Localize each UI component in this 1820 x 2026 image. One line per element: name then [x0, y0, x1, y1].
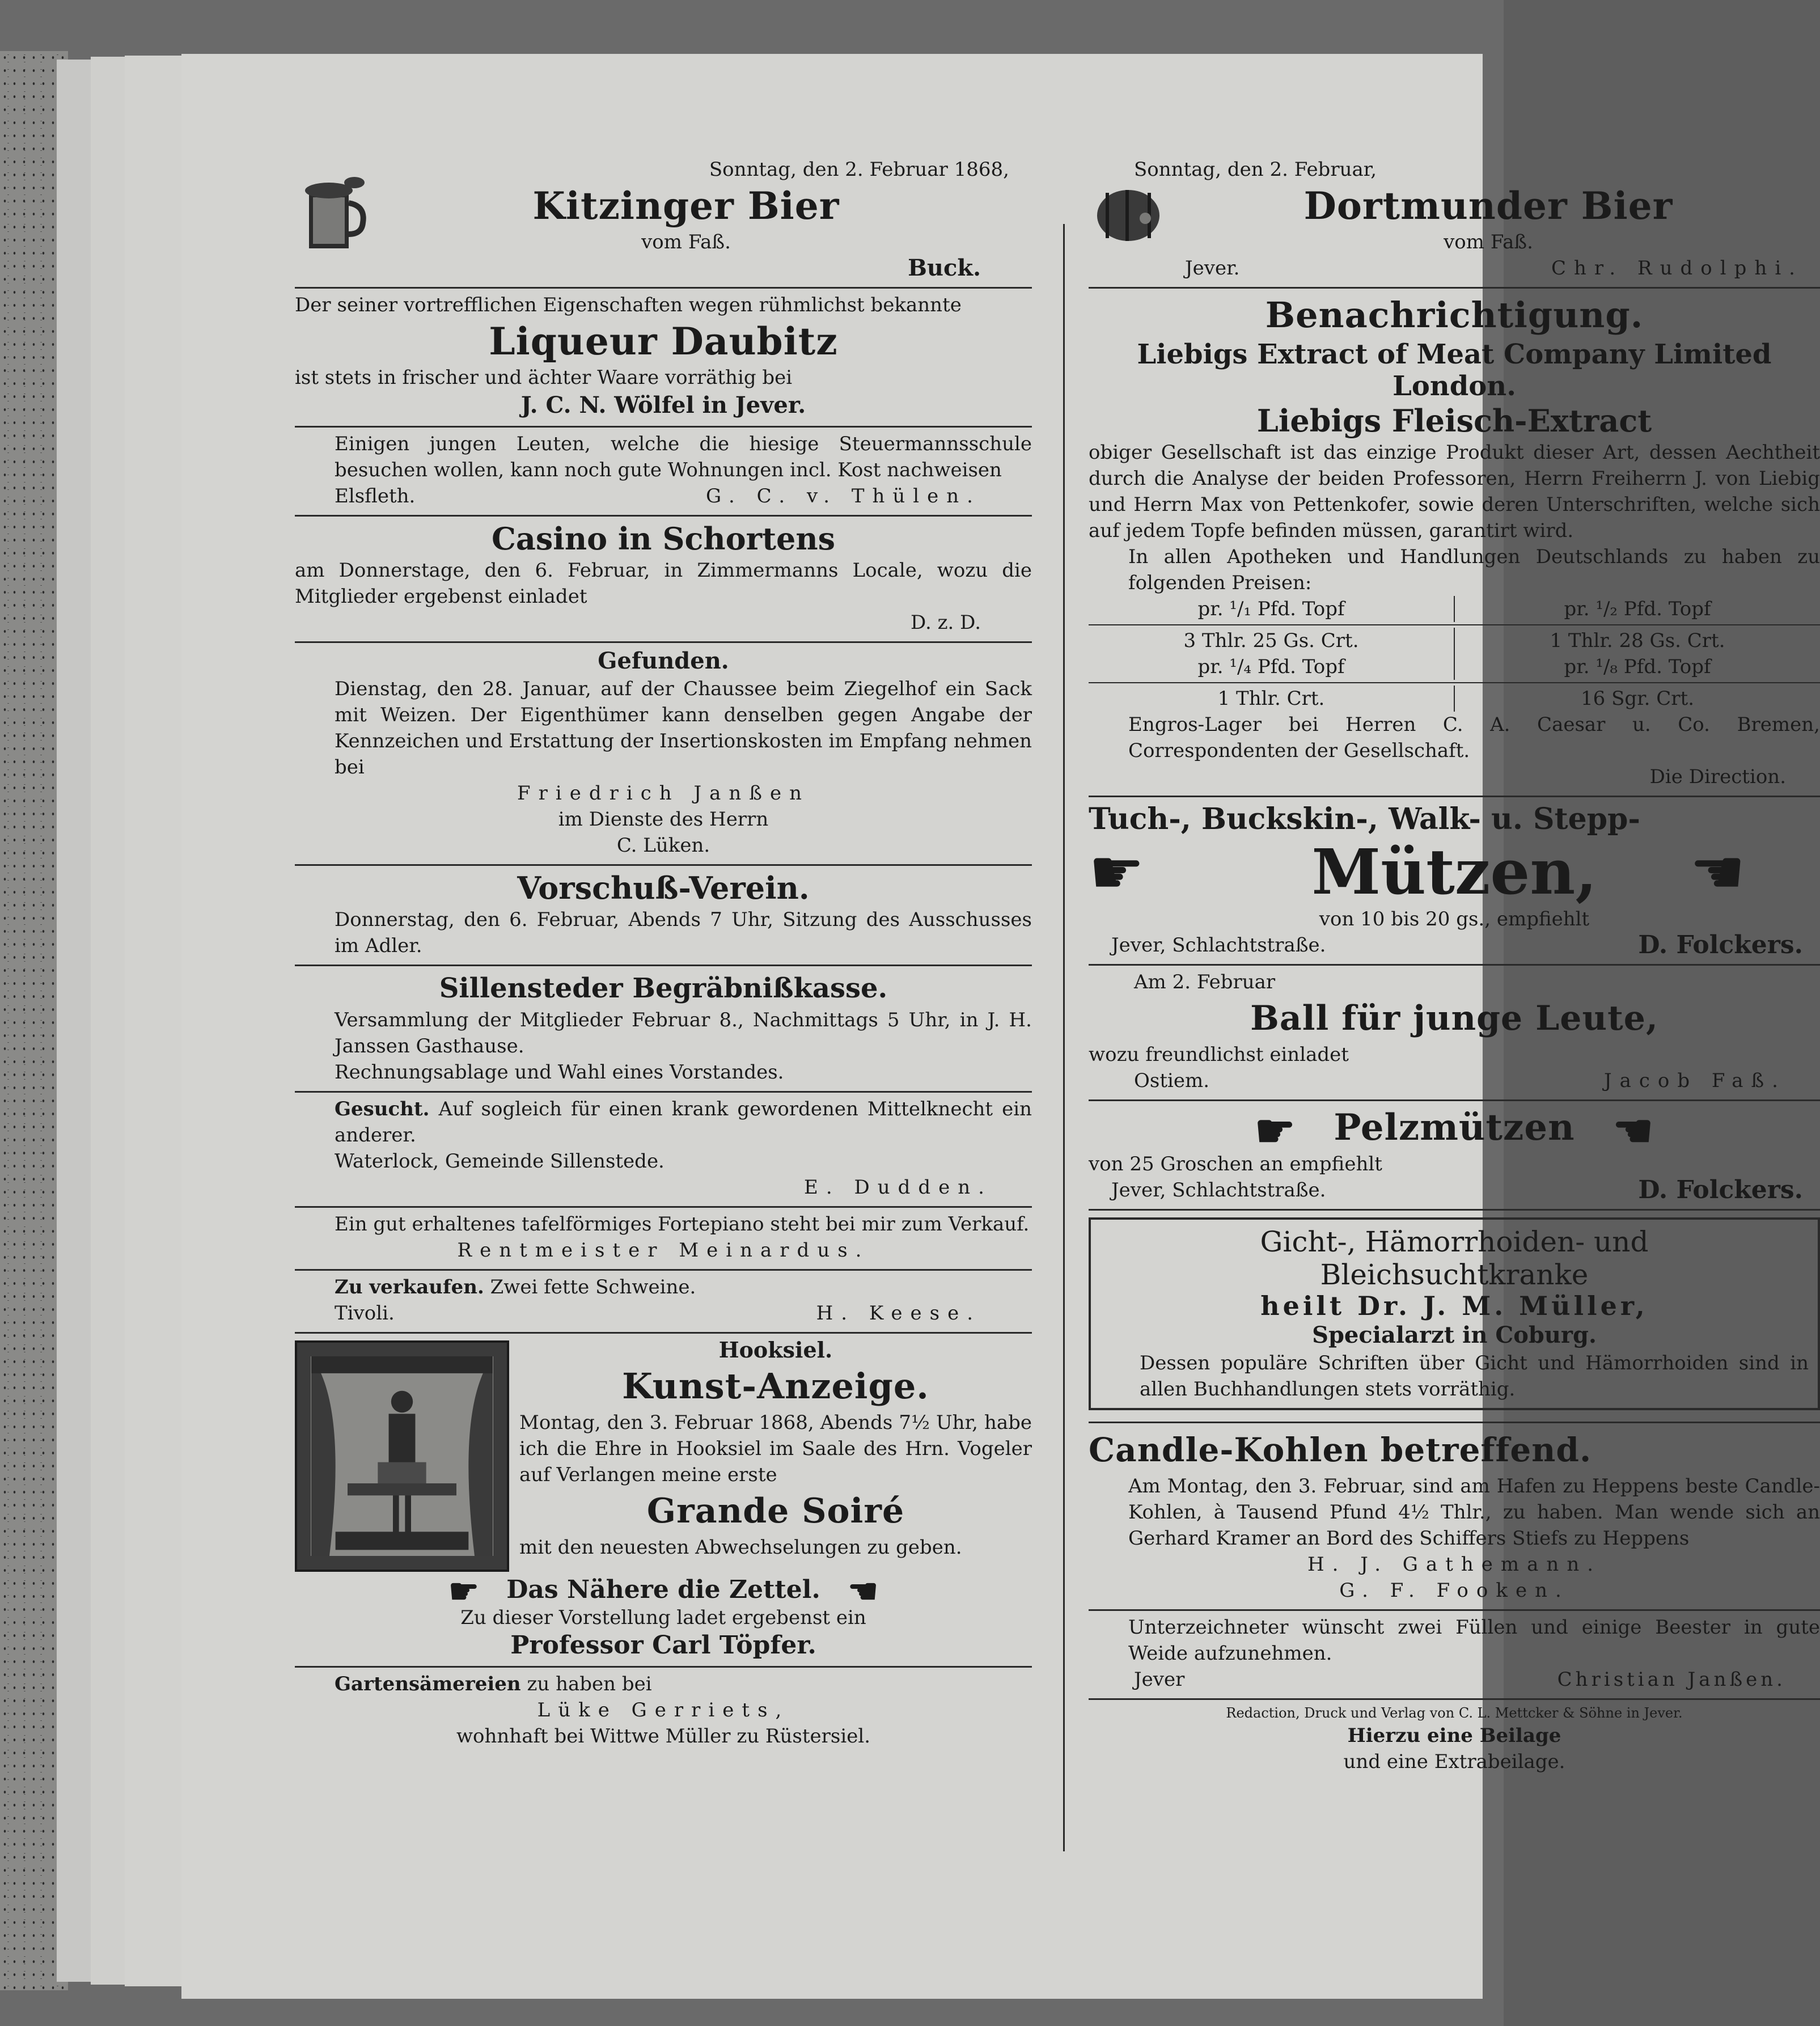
- beer-barrel-icon: [1094, 187, 1162, 244]
- ad-ball: [1089, 966, 1820, 1101]
- ball-body: wozu freundlichst einladet: [1089, 1043, 1349, 1066]
- muetzen-title: Mützen,: [1311, 835, 1597, 908]
- ad-pelz: [1089, 1101, 1820, 1211]
- gefunden-sign1: Friedrich Janßen: [517, 782, 810, 805]
- ad-vorschuss: [295, 866, 1032, 966]
- liebig-lager: Engros-Lager bei Herren C. A. Caesar u. Co. Bremen, Correspondenten der Gesellschaft.: [1128, 713, 1820, 762]
- kitzinger-sign: Buck.: [908, 255, 981, 281]
- gicht-title2: Bleichsuchtkranke: [1320, 1258, 1589, 1291]
- gefunden-body: Dienstag, den 28. Januar, auf der Chaussee beim Ziegelhof ein Sack mit Weizen. Der Eigenthümer kann denselben gegen Angabe der Kennzeichen und Erstattung der Insertionskosten im Empfang nehmen bei: [335, 678, 1032, 779]
- pointing-hand-right-icon: ☛: [1089, 836, 1145, 908]
- muetzen-price: von 10 bis 20 gs., empfiehlt: [1319, 908, 1590, 930]
- liebig-company1: Liebigs Extract of Meat Company Limited: [1137, 339, 1772, 370]
- hooksiel-place: Hooksiel.: [718, 1337, 833, 1363]
- dortmunder-place: Jever.: [1185, 257, 1240, 280]
- price-value: 3 Thlr. 25 Gs. Crt.: [1089, 628, 1455, 654]
- gicht-title1: Gicht-, Hämorrhoiden- und: [1260, 1225, 1649, 1258]
- schweine-sign: H. Keese.: [816, 1302, 981, 1325]
- vorschuss-title: Vorschuß-Verein.: [517, 870, 810, 906]
- ball-sign: Jacob Faß.: [1603, 1069, 1786, 1092]
- fortepiano-sign: Rentmeister Meinardus.: [457, 1239, 870, 1262]
- ad-candle: [1089, 1422, 1820, 1611]
- fuellen-body: Unterzeichneter wünscht zwei Füllen und einige Beester in gute Weide aufzunehmen.: [1128, 1616, 1820, 1665]
- left-column: [295, 153, 1032, 1755]
- ad-liebig: [1089, 289, 1820, 797]
- newspaper-page: [181, 54, 1820, 1999]
- imprint-extra: und eine Extrabeilage.: [1343, 1750, 1565, 1773]
- schweine-lead: Zu verkaufen.: [335, 1276, 484, 1298]
- price-size: pr. ¹/₁ Pfd. Topf: [1089, 596, 1455, 622]
- liebig-body2: In allen Apotheken und Handlungen Deutschlands zu haben zu folgenden Preisen:: [1128, 545, 1820, 594]
- price-value: 16 Sgr. Crt.: [1581, 687, 1694, 710]
- magician-woodcut-image: [295, 1340, 509, 1572]
- casino-body: am Donnerstage, den 6. Februar, in Zimmermanns Locale, wozu die Mitglieder ergebenst einladet: [295, 559, 1032, 608]
- price-size: pr. ¹/₄ Pfd. Topf: [1089, 654, 1455, 680]
- daubitz-title: Liqueur Daubitz: [489, 319, 838, 363]
- daubitz-body: ist stets in frischer und ächter Waare vorräthig bei: [295, 366, 793, 389]
- ad-fortepiano: [295, 1208, 1032, 1271]
- pelz-place: Jever, Schlachtstraße.: [1111, 1179, 1326, 1202]
- kitzinger-title: Kitzinger Bier: [532, 184, 840, 228]
- ad-schweine: [295, 1271, 1032, 1334]
- imprint-beilage: Hierzu eine Beilage: [1347, 1724, 1561, 1747]
- ball-title: Ball für junge Leute,: [1250, 999, 1658, 1038]
- gefunden-title: Gefunden.: [598, 648, 729, 674]
- ad-garten: [295, 1668, 1032, 1755]
- imprint-line: Redaction, Druck und Verlag von C. L. Mettcker & Söhne in Jever.: [1226, 1705, 1683, 1721]
- casino-sign: D. z. D.: [910, 611, 981, 634]
- fuellen-place: Jever: [1134, 1668, 1185, 1691]
- pointing-hand-left-icon: ☚: [1690, 836, 1746, 908]
- pelz-title: Pelzmützen: [1334, 1106, 1575, 1149]
- ad-begraebnis: [295, 966, 1032, 1093]
- hooksiel-body: Montag, den 3. Februar 1868, Abends 7½ Uhr, habe ich die Ehre in Hooksiel im Saale des Hrn. Vogeler auf Verlangen meine erste: [519, 1411, 1032, 1486]
- ad-casino: [295, 517, 1032, 643]
- ad-steuermann: [295, 428, 1032, 517]
- price-size: pr. ¹/₈ Pfd. Topf: [1564, 655, 1711, 678]
- steuermann-sign: G. C. v. Thülen.: [706, 485, 981, 507]
- imprint: [1089, 1700, 1820, 1780]
- hooksiel-zettel: Das Nähere die Zettel.: [506, 1575, 820, 1604]
- kitzinger-sub: vom Faß.: [641, 231, 731, 253]
- pointing-hand-right-icon: ☛: [448, 1571, 479, 1612]
- pointing-hand-left-icon: ☚: [848, 1571, 878, 1612]
- hooksiel-sign: Professor Carl Töpfer.: [510, 1631, 816, 1660]
- candle-body: Am Montag, den 3. Februar, sind am Hafen zu Heppens beste Candle-Kohlen, à Tausend Pfund 4½ Thlr., zu haben. Man wende sich an Gerhard Kramer an Bord des Schiffers Stiefs zu Heppens: [1128, 1475, 1820, 1550]
- muetzen-place: Jever, Schlachtstraße.: [1111, 934, 1326, 957]
- beer-mug-icon: [300, 175, 369, 254]
- casino-title: Casino in Schortens: [491, 521, 836, 557]
- pointing-hand-left-icon: ☚: [1612, 1103, 1654, 1157]
- schweine-place: Tivoli.: [335, 1302, 395, 1325]
- magician-illustration: [311, 1356, 493, 1556]
- hooksiel-body2: mit den neuesten Abwechselungen zu geben.: [519, 1536, 962, 1559]
- pelz-price: von 25 Groschen an empfiehlt: [1089, 1153, 1382, 1175]
- pelz-sign: D. Folckers.: [1638, 1175, 1803, 1204]
- hooksiel-title: Kunst-Anzeige.: [622, 1365, 929, 1407]
- fuellen-sign: Christian Janßen.: [1557, 1668, 1786, 1691]
- muetzen-sign: D. Folckers.: [1638, 930, 1803, 959]
- price-value: 1 Thlr. Crt.: [1089, 686, 1455, 712]
- candle-sign2: G. F. Fooken.: [1339, 1579, 1569, 1602]
- ad-dortmunder: [1089, 153, 1820, 289]
- garten-addr: wohnhaft bei Wittwe Müller zu Rüstersiel.: [456, 1725, 871, 1748]
- price-table: [1089, 596, 1820, 712]
- muetzen-line1: Tuch-, Buckskin-, Walk- u. Stepp-: [1089, 802, 1640, 836]
- price-size: pr. ¹/₂ Pfd. Topf: [1564, 598, 1711, 620]
- gefunden-sign2: im Dienste des Herrn: [558, 808, 769, 831]
- ad-gefunden: [295, 643, 1032, 866]
- column-divider: [1063, 224, 1065, 1851]
- pointing-hand-right-icon: ☛: [1254, 1103, 1296, 1157]
- vorschuss-body: Donnerstag, den 6. Februar, Abends 7 Uhr, Sitzung des Ausschusses im Adler.: [335, 908, 1032, 957]
- garten-body: zu haben bei: [527, 1673, 652, 1695]
- gefunden-sign3: C. Lüken.: [616, 834, 710, 857]
- candle-title: Candle-Kohlen betreffend.: [1089, 1431, 1592, 1469]
- gicht-spec: Specialarzt in Coburg.: [1312, 1322, 1597, 1348]
- gicht-box: [1089, 1217, 1820, 1410]
- schweine-body: Zwei fette Schweine.: [490, 1276, 696, 1298]
- daubitz-sign: J. C. N. Wölfel in Jever.: [520, 392, 806, 418]
- gesucht-lead: Gesucht.: [335, 1098, 430, 1120]
- hooksiel-title2: Grande Soiré: [646, 1491, 905, 1531]
- steuermann-body: Einigen jungen Leuten, welche die hiesige Steuermannsschule besuchen wollen, kann noch gute Wohnungen incl. Kost nachweisen: [335, 433, 1032, 481]
- begraebnis-title: Sillensteder Begräbnißkasse.: [439, 972, 888, 1004]
- begraebnis-body2: Rechnungsablage und Wahl eines Vorstandes.: [335, 1061, 784, 1084]
- ball-date: Am 2. Februar: [1134, 971, 1276, 993]
- dortmunder-sub: vom Faß.: [1444, 231, 1533, 253]
- daubitz-intro: Der seiner vortrefflichen Eigenschaften wegen rühmlichst bekannte: [295, 294, 962, 316]
- liebig-company2: London.: [1392, 370, 1516, 402]
- garten-lead: Gartensämereien: [335, 1673, 521, 1695]
- ad-daubitz: [295, 289, 1032, 428]
- ad-kitzinger: [295, 153, 1032, 289]
- gesucht-place: Waterlock, Gemeinde Sillenstede.: [335, 1150, 664, 1173]
- gicht-body: Dessen populäre Schriften über Gicht und Hämorrhoiden sind in allen Buchhandlungen stets vorräthig.: [1140, 1352, 1809, 1401]
- gesucht-body: Auf sogleich für einen krank gewordenen Mittelknecht ein anderer.: [335, 1098, 1032, 1147]
- right-column: [1089, 153, 1820, 1780]
- ball-place: Ostiem.: [1134, 1069, 1210, 1092]
- dortmunder-date: Sonntag, den 2. Februar,: [1134, 158, 1377, 181]
- dortmunder-title: Dortmunder Bier: [1303, 184, 1673, 228]
- ad-muetzen: [1089, 797, 1820, 966]
- ad-hooksiel: [295, 1334, 1032, 1668]
- candle-sign1: H. J. Gathemann.: [1307, 1553, 1602, 1576]
- fortepiano-body: Ein gut erhaltenes tafelförmiges Fortepiano steht bei mir zum Verkauf.: [335, 1213, 1030, 1236]
- kitzinger-date: Sonntag, den 2. Februar 1868,: [709, 158, 1009, 181]
- price-value: 1 Thlr. 28 Gs. Crt.: [1550, 629, 1725, 652]
- ad-fuellen: [1089, 1611, 1820, 1700]
- liebig-body: obiger Gesellschaft ist das einzige Produkt dieser Art, dessen Aechtheit durch die Analyse der beiden Professoren, Herrn Freiherrn J. von Liebig und Herrn Max von Pettenkofer, sowie deren Unterschriften, welche sich auf jedem Topfe befinden müssen, garantirt wird.: [1089, 441, 1820, 542]
- gesucht-sign: E. Dudden.: [804, 1176, 992, 1199]
- liebig-product: Liebigs Fleisch-Extract: [1256, 403, 1652, 439]
- ad-gicht: [1089, 1211, 1820, 1422]
- begraebnis-body: Versammlung der Mitglieder Februar 8., Nachmittags 5 Uhr, in J. H. Janssen Gasthause.: [335, 1009, 1032, 1058]
- garten-name: Lüke Gerriets,: [537, 1699, 790, 1722]
- liebig-sign: Die Direction.: [1649, 765, 1786, 788]
- page-stack-edge: [125, 56, 188, 1986]
- steuermann-place: Elsfleth.: [335, 485, 416, 507]
- hooksiel-invite: Zu dieser Vorstellung ladet ergebenst ein: [460, 1606, 866, 1629]
- liebig-title: Benachrichtigung.: [1265, 294, 1644, 336]
- gicht-heilt: heilt Dr. J. M. Müller,: [1260, 1291, 1648, 1321]
- ad-gesucht: [295, 1093, 1032, 1208]
- dortmunder-sign: Chr. Rudolphi.: [1551, 257, 1803, 280]
